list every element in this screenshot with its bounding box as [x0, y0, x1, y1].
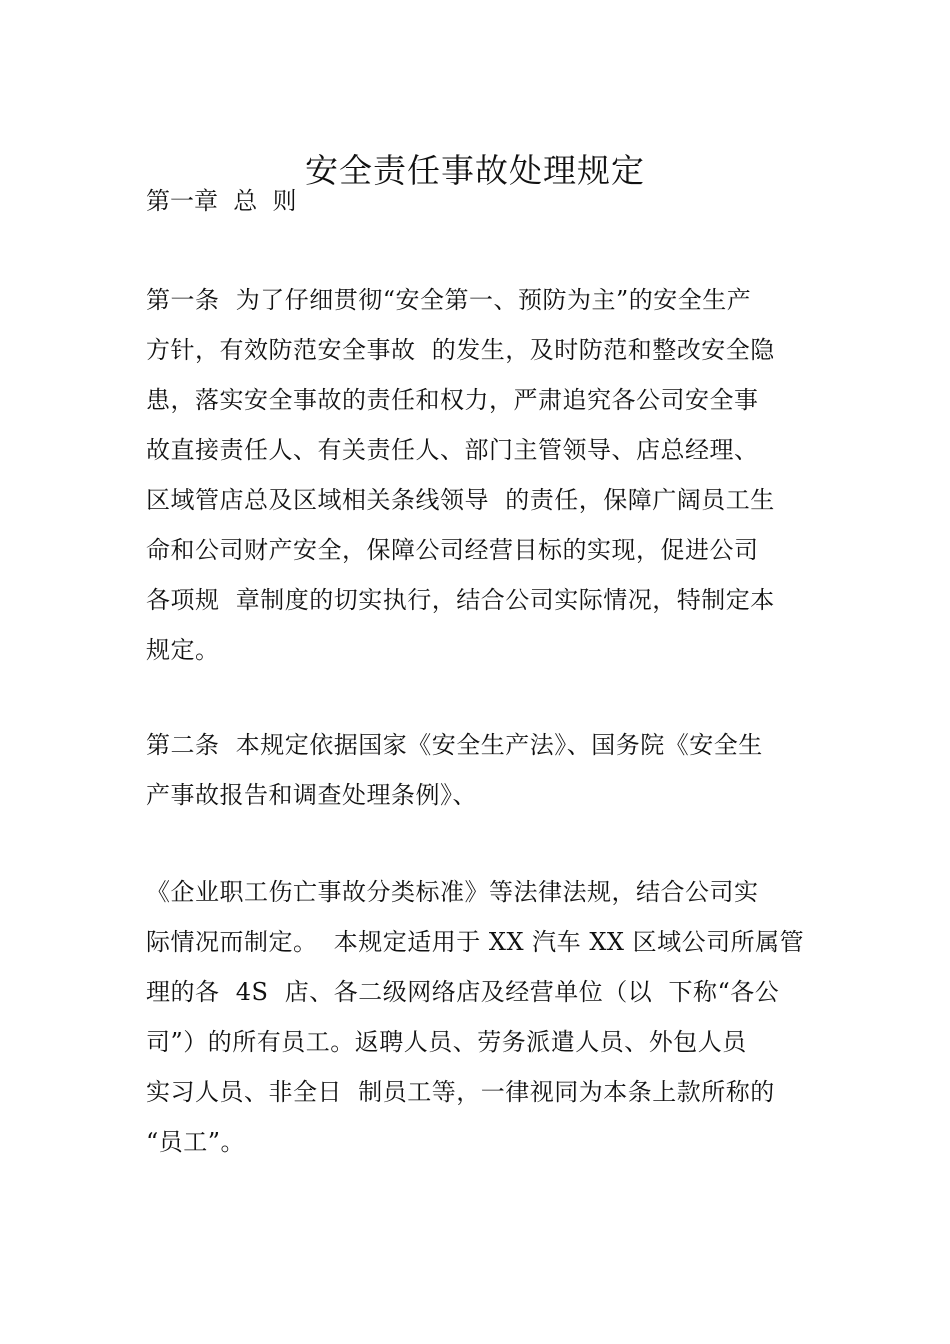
paragraph-line: 第二条 本规定依据国家《安全生产法》、国务院《安全生 [146, 731, 763, 759]
paragraph-line: 命和公司财产安全，保障公司经营目标的实现，促进公司 [146, 536, 759, 564]
paragraph-line: 理的各 4S 店、各二级网络店及经营单位（以 下称“各公 [146, 978, 780, 1006]
paragraph-line: 规定。 [146, 636, 220, 664]
paragraph-line: 司”）的所有员工。返聘人员、劳务派遣人员、外包人员 [146, 1028, 747, 1056]
paragraph-line: 第一条 为了仔细贯彻“安全第一、预防为主”的安全生产 [146, 286, 752, 314]
paragraph-line: 产事故报告和调查处理条例》、 [146, 781, 477, 809]
article-2-paragraph [146, 720, 810, 820]
paragraph-line: 患，落实安全事故的责任和权力，严肃追究各公司安全事 [146, 386, 759, 414]
paragraph-line: 际情况而制定。 本规定适用于 XX 汽车 XX 区域公司所属管 [146, 928, 805, 956]
paragraph-line: “员工”。 [146, 1128, 246, 1156]
paragraph-line: 区域管店总及区域相关条线领导 的责任，保障广阔员工生 [146, 486, 775, 514]
paragraph-line: 方针，有效防范安全事故 的发生，及时防范和整改安全隐 [146, 336, 775, 364]
document-title: 安全责任事故处理规定 [305, 151, 645, 191]
article-2-continuation-paragraph [146, 867, 810, 1167]
paragraph-line: 故直接责任人、有关责任人、部门主管领导、店总经理、 [146, 436, 759, 464]
paragraph-line: 《企业职工伤亡事故分类标准》等法律法规，结合公司实 [146, 878, 759, 906]
chapter-heading: 第一章 总 则 [146, 187, 297, 215]
article-1-paragraph [146, 275, 810, 675]
paragraph-line: 各项规 章制度的切实执行，结合公司实际情况，特制定本 [146, 586, 775, 614]
paragraph-line: 实习人员、非全日 制员工等，一律视同为本条上款所称的 [146, 1078, 775, 1106]
